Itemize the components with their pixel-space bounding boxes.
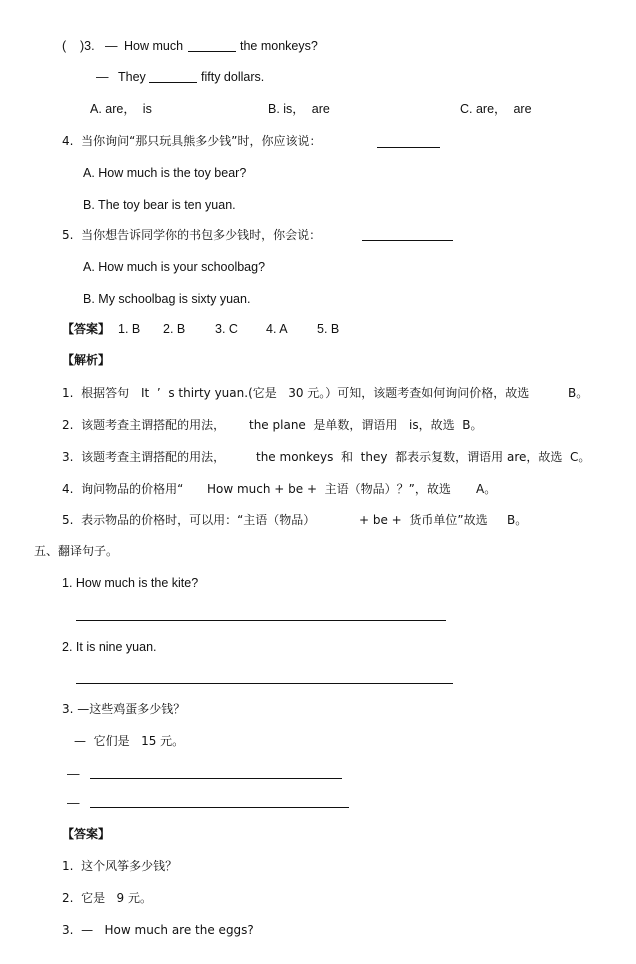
analysis-line: It ’ s thirty yuan.(它是 30 元。）可知，该题考查如何询问价格，故选 (141, 386, 530, 400)
analysis-line: A。 (476, 482, 497, 496)
q3-dash2: — (96, 70, 109, 84)
q3-dash: — (105, 39, 118, 53)
analysis-line: 3. 该题考查主谓搭配的用法， (62, 450, 226, 464)
analysis-line: the plane 是单数，谓语用 (249, 418, 398, 432)
translate-blank-1[interactable] (76, 620, 446, 621)
translate-blank-3b[interactable] (90, 807, 349, 808)
answer-item: 5. B (317, 322, 340, 336)
section-title: 五、翻译句子。 (34, 544, 119, 558)
q3-fifty: fifty dollars. (201, 70, 265, 84)
analysis-line: are，故选 C。 (507, 450, 591, 464)
translate-item-3b: — 它们是 15 元。 (74, 734, 185, 748)
translate-blank-3a[interactable] (90, 778, 342, 779)
translate-item-1: 1. How much is the kite? (62, 576, 199, 590)
q3-option-b: B. is， are (268, 102, 330, 116)
q3-option-a: A. are， is (90, 102, 152, 116)
q3-blank2[interactable] (149, 82, 197, 83)
q3-number: )3. (80, 39, 95, 53)
answer-item: 2. B (163, 322, 186, 336)
analysis-line: 2. 该题考查主谓搭配的用法， (62, 418, 226, 432)
q3-option-c: C. are， are (460, 102, 532, 116)
analysis-line: 5. 表示物品的价格时，可以用：“主语（物品） (62, 513, 316, 527)
answer-item: 1. B (118, 322, 141, 336)
answer-item: 4. A (266, 322, 288, 336)
answer2-item-2: 2. 它是 9 元。 (62, 891, 152, 905)
analysis-label: 【解析】 (62, 353, 111, 367)
q5-stem: 5. 当你想告诉同学你的书包多少钱时，你会说： (62, 228, 322, 242)
analysis-line: B。 (507, 513, 528, 527)
answer-label: 【答案】 (62, 322, 111, 336)
q3-they: They (118, 70, 146, 84)
q3-blank1[interactable] (188, 51, 236, 52)
q3-text2: the monkeys? (240, 39, 318, 53)
analysis-line: B。 (568, 386, 589, 400)
translate-item-3a: 3. —这些鸡蛋多少钱？ (62, 702, 186, 716)
translate-dash-2: — (67, 796, 80, 810)
q5-blank[interactable] (362, 240, 453, 241)
analysis-line: How much + be + 主语（物品）？”，故选 (207, 482, 451, 496)
q4-option-b: B. The toy bear is ten yuan. (83, 198, 236, 212)
translate-dash-1: — (67, 767, 80, 781)
q4-option-a: A. How much is the toy bear? (83, 166, 247, 180)
translate-blank-2[interactable] (76, 683, 453, 684)
analysis-line: is，故选 B。 (409, 418, 483, 432)
answer2-item-1: 1. 这个风筝多少钱？ (62, 859, 178, 873)
q3-text1: How much (124, 39, 184, 53)
q4-blank[interactable] (377, 147, 440, 148)
analysis-line: + be + 货币单位”故选 (359, 513, 488, 527)
q5-option-a: A. How much is your schoolbag? (83, 260, 266, 274)
q3-paren-open: ( (62, 39, 67, 53)
answer-item: 3. C (215, 322, 238, 336)
answer2-label: 【答案】 (62, 827, 111, 841)
answer2-item-3: 3. — How much are the eggs? (62, 923, 254, 937)
analysis-line: the monkeys 和 they 都表示复数，谓语用 (256, 450, 504, 464)
analysis-line: 4. 询问物品的价格用“ (62, 482, 184, 496)
translate-item-2: 2. It is nine yuan. (62, 640, 157, 654)
q4-stem: 4. 当你询问“那只玩具熊多少钱”时，你应该说： (62, 134, 322, 148)
q5-option-b: B. My schoolbag is sixty yuan. (83, 292, 251, 306)
analysis-line: 1. 根据答句 (62, 386, 130, 400)
